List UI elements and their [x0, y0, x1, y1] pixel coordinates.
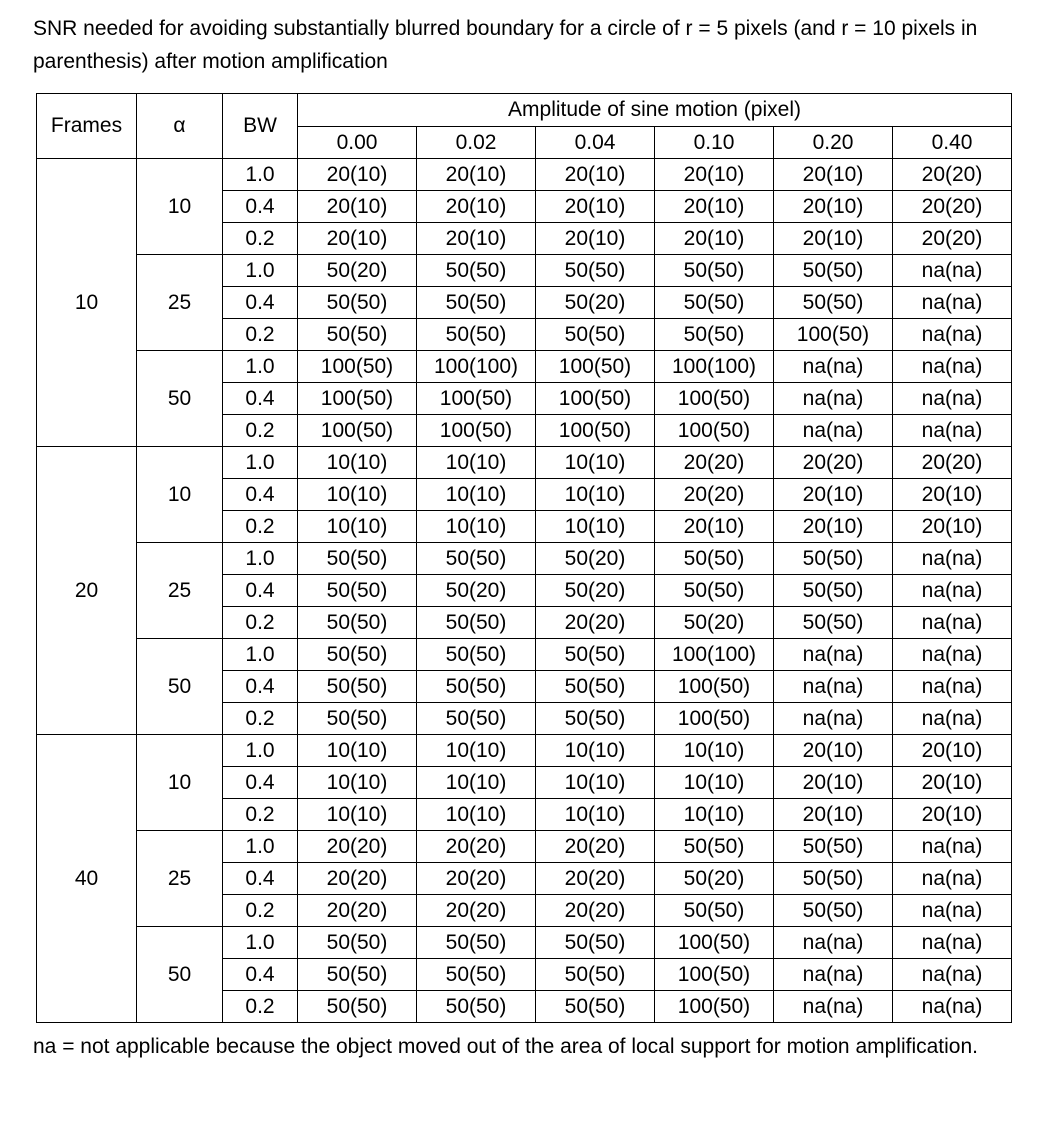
value-cell: 10(10) — [298, 735, 417, 767]
value-cell: na(na) — [893, 575, 1012, 607]
alpha-group-label: 50 — [137, 927, 223, 1023]
table-row — [37, 447, 1012, 479]
value-cell: 50(20) — [655, 863, 774, 895]
frames-group-label: 40 — [37, 735, 137, 1023]
value-cell: 50(50) — [774, 575, 893, 607]
value-cell: 20(10) — [774, 735, 893, 767]
value-cell: 50(50) — [774, 863, 893, 895]
footnote: na = not applicable because the object moved out of the area of local support for motion amplification. — [33, 1035, 978, 1058]
value-cell: 10(10) — [536, 767, 655, 799]
value-cell: 20(10) — [536, 223, 655, 255]
alpha-group-label: 25 — [137, 831, 223, 927]
value-cell: na(na) — [893, 895, 1012, 927]
amplitude-col-header: 0.40 — [893, 127, 1012, 159]
frames-group-label: 20 — [37, 447, 137, 735]
value-cell: na(na) — [893, 351, 1012, 383]
bw-cell: 0.4 — [223, 287, 298, 319]
value-cell: 20(10) — [774, 799, 893, 831]
value-cell: 50(50) — [298, 671, 417, 703]
bw-cell: 1.0 — [223, 543, 298, 575]
value-cell: na(na) — [893, 863, 1012, 895]
value-cell: 10(10) — [655, 735, 774, 767]
value-cell: 10(10) — [536, 799, 655, 831]
value-cell: 20(20) — [536, 895, 655, 927]
bw-cell: 0.4 — [223, 959, 298, 991]
bw-cell: 1.0 — [223, 255, 298, 287]
table-row — [37, 735, 1012, 767]
value-cell: 10(10) — [536, 479, 655, 511]
table-row — [37, 255, 1012, 287]
value-cell: na(na) — [774, 927, 893, 959]
value-cell: 10(10) — [298, 479, 417, 511]
alpha-group-label: 50 — [137, 351, 223, 447]
value-cell: 20(20) — [893, 223, 1012, 255]
bw-cell: 0.2 — [223, 223, 298, 255]
value-cell: 100(50) — [655, 383, 774, 415]
value-cell: 100(50) — [536, 383, 655, 415]
value-cell: 20(20) — [417, 831, 536, 863]
value-cell: 20(10) — [893, 799, 1012, 831]
bw-cell: 0.2 — [223, 511, 298, 543]
value-cell: 50(50) — [655, 575, 774, 607]
value-cell: 10(10) — [417, 799, 536, 831]
bw-cell: 0.2 — [223, 895, 298, 927]
bw-cell: 0.2 — [223, 415, 298, 447]
value-cell: 50(50) — [298, 991, 417, 1023]
value-cell: 10(10) — [298, 767, 417, 799]
value-cell: 100(50) — [655, 991, 774, 1023]
value-cell: 50(50) — [417, 607, 536, 639]
bw-cell: 1.0 — [223, 927, 298, 959]
value-cell: na(na) — [893, 543, 1012, 575]
value-cell: 50(50) — [536, 703, 655, 735]
value-cell: 50(50) — [655, 287, 774, 319]
value-cell: na(na) — [893, 831, 1012, 863]
bw-cell: 0.2 — [223, 703, 298, 735]
bw-cell: 0.2 — [223, 799, 298, 831]
value-cell: na(na) — [893, 991, 1012, 1023]
value-cell: na(na) — [893, 415, 1012, 447]
value-cell: 50(50) — [774, 287, 893, 319]
value-cell: 10(10) — [298, 511, 417, 543]
value-cell: 20(20) — [893, 447, 1012, 479]
table-row — [37, 351, 1012, 383]
value-cell: 50(50) — [298, 607, 417, 639]
alpha-group-label: 25 — [137, 255, 223, 351]
amplitude-col-header: 0.00 — [298, 127, 417, 159]
value-cell: 20(10) — [774, 159, 893, 191]
value-cell: 20(10) — [298, 191, 417, 223]
value-cell: 50(50) — [417, 639, 536, 671]
value-cell: 20(20) — [893, 191, 1012, 223]
amplitude-col-header: 0.10 — [655, 127, 774, 159]
bw-cell: 0.4 — [223, 479, 298, 511]
bw-cell: 0.2 — [223, 991, 298, 1023]
alpha-group-label: 10 — [137, 735, 223, 831]
bw-cell: 1.0 — [223, 447, 298, 479]
value-cell: 20(10) — [774, 479, 893, 511]
table-caption: SNR needed for avoiding substantially blurred boundary for a circle of r = 5 pixels (and r = 10 pixels in parenthesis) after motion amplification — [33, 17, 978, 73]
value-cell: 100(50) — [298, 415, 417, 447]
value-cell: 100(50) — [655, 959, 774, 991]
snr-table — [36, 93, 1012, 1023]
amplitude-col-header: 0.02 — [417, 127, 536, 159]
value-cell: 50(50) — [655, 319, 774, 351]
bw-cell: 1.0 — [223, 351, 298, 383]
amplitude-col-header: 0.20 — [774, 127, 893, 159]
bw-cell: 0.4 — [223, 191, 298, 223]
value-cell: 10(10) — [536, 447, 655, 479]
value-cell: 100(50) — [655, 703, 774, 735]
bw-cell: 0.4 — [223, 767, 298, 799]
value-cell: 50(50) — [774, 607, 893, 639]
value-cell: na(na) — [893, 927, 1012, 959]
value-cell: 50(50) — [655, 543, 774, 575]
table-row — [37, 159, 1012, 191]
value-cell: 20(20) — [298, 895, 417, 927]
value-cell: 20(20) — [893, 159, 1012, 191]
value-cell: na(na) — [774, 959, 893, 991]
value-cell: 50(50) — [536, 319, 655, 351]
value-cell: na(na) — [893, 671, 1012, 703]
value-cell: 50(20) — [417, 575, 536, 607]
value-cell: 50(50) — [655, 831, 774, 863]
bw-cell: 0.4 — [223, 383, 298, 415]
value-cell: 20(10) — [417, 223, 536, 255]
value-cell: 50(50) — [774, 255, 893, 287]
col-header-frames: Frames — [37, 94, 137, 159]
value-cell: 100(50) — [417, 415, 536, 447]
value-cell: 20(20) — [536, 831, 655, 863]
value-cell: 50(50) — [536, 671, 655, 703]
value-cell: 50(50) — [417, 959, 536, 991]
value-cell: 50(50) — [417, 287, 536, 319]
value-cell: na(na) — [893, 255, 1012, 287]
table-row — [37, 831, 1012, 863]
value-cell: 20(10) — [655, 223, 774, 255]
value-cell: 20(20) — [655, 447, 774, 479]
value-cell: 50(50) — [417, 927, 536, 959]
value-cell: 50(20) — [536, 575, 655, 607]
value-cell: na(na) — [893, 703, 1012, 735]
value-cell: 10(10) — [417, 511, 536, 543]
value-cell: 20(10) — [417, 159, 536, 191]
value-cell: 20(20) — [298, 831, 417, 863]
value-cell: 10(10) — [417, 479, 536, 511]
value-cell: 50(50) — [298, 703, 417, 735]
value-cell: 50(50) — [298, 575, 417, 607]
value-cell: 50(50) — [536, 639, 655, 671]
value-cell: 50(50) — [655, 895, 774, 927]
value-cell: 50(50) — [417, 991, 536, 1023]
value-cell: 20(10) — [893, 479, 1012, 511]
value-cell: 100(50) — [417, 383, 536, 415]
value-cell: 50(50) — [298, 287, 417, 319]
value-cell: 20(10) — [893, 511, 1012, 543]
value-cell: 100(100) — [655, 639, 774, 671]
value-cell: na(na) — [774, 383, 893, 415]
bw-cell: 0.2 — [223, 319, 298, 351]
value-cell: 10(10) — [417, 767, 536, 799]
value-cell: 10(10) — [655, 767, 774, 799]
value-cell: 20(20) — [298, 863, 417, 895]
value-cell: 100(50) — [655, 927, 774, 959]
value-cell: 100(50) — [536, 351, 655, 383]
value-cell: 50(50) — [774, 895, 893, 927]
alpha-group-label: 10 — [137, 447, 223, 543]
table-row — [37, 543, 1012, 575]
value-cell: 50(50) — [298, 319, 417, 351]
value-cell: 100(50) — [655, 671, 774, 703]
value-cell: na(na) — [893, 319, 1012, 351]
value-cell: 10(10) — [536, 511, 655, 543]
value-cell: 10(10) — [417, 735, 536, 767]
value-cell: na(na) — [774, 351, 893, 383]
col-header-amplitude: Amplitude of sine motion (pixel) — [298, 94, 1012, 127]
value-cell: 50(50) — [417, 543, 536, 575]
value-cell: na(na) — [774, 991, 893, 1023]
value-cell: 50(50) — [298, 927, 417, 959]
value-cell: 20(20) — [417, 863, 536, 895]
value-cell: 20(20) — [417, 895, 536, 927]
value-cell: 100(50) — [298, 383, 417, 415]
value-cell: 100(50) — [655, 415, 774, 447]
value-cell: na(na) — [893, 639, 1012, 671]
value-cell: 50(50) — [774, 543, 893, 575]
value-cell: 100(50) — [298, 351, 417, 383]
value-cell: 10(10) — [417, 447, 536, 479]
value-cell: na(na) — [893, 287, 1012, 319]
value-cell: na(na) — [893, 959, 1012, 991]
value-cell: 20(10) — [536, 159, 655, 191]
alpha-group-label: 10 — [137, 159, 223, 255]
bw-cell: 1.0 — [223, 639, 298, 671]
value-cell: 20(10) — [893, 735, 1012, 767]
value-cell: 50(50) — [298, 543, 417, 575]
value-cell: 20(20) — [536, 863, 655, 895]
value-cell: 20(10) — [298, 223, 417, 255]
value-cell: 20(10) — [893, 767, 1012, 799]
value-cell: 20(10) — [655, 511, 774, 543]
table-row — [37, 927, 1012, 959]
value-cell: 20(20) — [774, 447, 893, 479]
value-cell: 20(20) — [655, 479, 774, 511]
alpha-group-label: 25 — [137, 543, 223, 639]
value-cell: 50(50) — [536, 927, 655, 959]
value-cell: 20(10) — [536, 191, 655, 223]
value-cell: 50(50) — [536, 959, 655, 991]
value-cell: 20(20) — [536, 607, 655, 639]
value-cell: 50(50) — [774, 831, 893, 863]
amplitude-col-header: 0.04 — [536, 127, 655, 159]
value-cell: 20(10) — [655, 191, 774, 223]
value-cell: 100(100) — [655, 351, 774, 383]
value-cell: 10(10) — [536, 735, 655, 767]
value-cell: 50(50) — [655, 255, 774, 287]
bw-cell: 0.4 — [223, 863, 298, 895]
bw-cell: 0.4 — [223, 671, 298, 703]
value-cell: 10(10) — [298, 447, 417, 479]
value-cell: 20(10) — [298, 159, 417, 191]
bw-cell: 1.0 — [223, 735, 298, 767]
value-cell: 20(10) — [655, 159, 774, 191]
value-cell: 10(10) — [298, 799, 417, 831]
bw-cell: 1.0 — [223, 159, 298, 191]
value-cell: 20(10) — [774, 767, 893, 799]
value-cell: 50(50) — [298, 639, 417, 671]
value-cell: na(na) — [893, 383, 1012, 415]
value-cell: 20(10) — [774, 223, 893, 255]
value-cell: 50(50) — [417, 255, 536, 287]
value-cell: 50(20) — [298, 255, 417, 287]
value-cell: 50(50) — [417, 671, 536, 703]
value-cell: na(na) — [774, 415, 893, 447]
table-row — [37, 639, 1012, 671]
bw-cell: 0.2 — [223, 607, 298, 639]
value-cell: 100(100) — [417, 351, 536, 383]
value-cell: 20(10) — [417, 191, 536, 223]
col-header-bw: BW — [223, 94, 298, 159]
bw-cell: 1.0 — [223, 831, 298, 863]
frames-group-label: 10 — [37, 159, 137, 447]
value-cell: na(na) — [774, 639, 893, 671]
value-cell: na(na) — [774, 671, 893, 703]
value-cell: 10(10) — [655, 799, 774, 831]
value-cell: 50(50) — [536, 991, 655, 1023]
value-cell: 50(50) — [536, 255, 655, 287]
value-cell: 50(20) — [536, 543, 655, 575]
value-cell: na(na) — [774, 703, 893, 735]
header-row — [37, 94, 1012, 127]
value-cell: 50(50) — [417, 319, 536, 351]
value-cell: 50(50) — [298, 959, 417, 991]
bw-cell: 0.4 — [223, 575, 298, 607]
value-cell: 50(20) — [536, 287, 655, 319]
value-cell: 50(50) — [417, 703, 536, 735]
value-cell: na(na) — [893, 607, 1012, 639]
col-header-alpha: α — [137, 94, 223, 159]
value-cell: 100(50) — [536, 415, 655, 447]
value-cell: 20(10) — [774, 511, 893, 543]
value-cell: 50(20) — [655, 607, 774, 639]
value-cell: 100(50) — [774, 319, 893, 351]
value-cell: 20(10) — [774, 191, 893, 223]
alpha-group-label: 50 — [137, 639, 223, 735]
